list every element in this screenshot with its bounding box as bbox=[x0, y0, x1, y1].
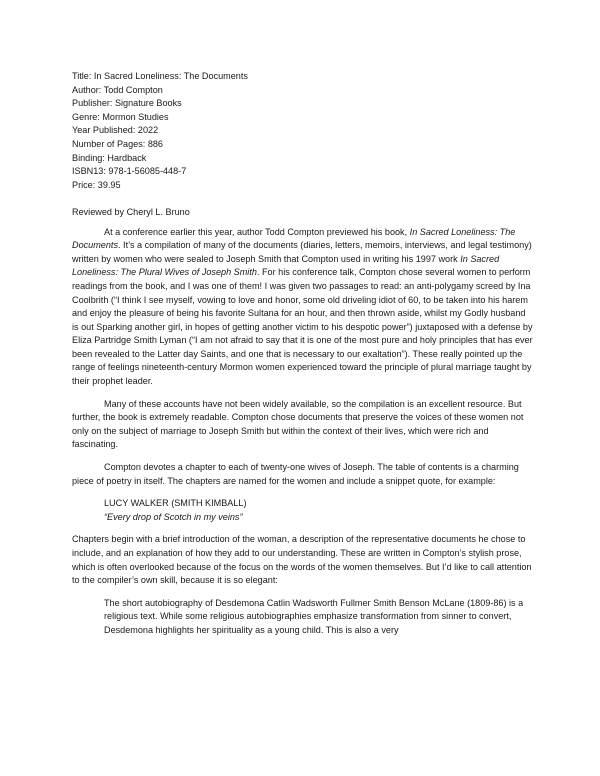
metadata-title: Title: In Sacred Loneliness: The Documents bbox=[72, 71, 248, 81]
metadata-pages: Number of Pages: 886 bbox=[72, 138, 163, 149]
metadata-price: Price: 39.95 bbox=[72, 179, 121, 190]
metadata-genre: Genre: Mormon Studies bbox=[72, 111, 169, 122]
book-metadata bbox=[72, 70, 534, 192]
reviewer-byline: Reviewed by Cheryl L. Bruno bbox=[72, 206, 190, 217]
paragraph-1-part-c: . It’s a compilation of many of the documents (diaries, letters, memoirs, interviews, and legal testimony) written by women who were sealed to Joseph Smith that Compton used in writing his 1997 work bbox=[72, 240, 532, 264]
paragraph-2: Many of these accounts have not been widely available, so the compilation is an excellent resource. But further, the book is extremely readable. Compton chose documents that preserve the voices of these women not only on the subject of marriage to Joseph Smith but within the context of their lives, which were rich and fascinating. bbox=[72, 398, 524, 450]
metadata-publisher: Publisher: Signature Books bbox=[72, 98, 182, 109]
metadata-isbn: ISBN13: 978-1-56085-448-7 bbox=[72, 166, 187, 177]
paragraph-1 bbox=[72, 226, 534, 389]
book-title-documents: In Sacred Loneliness: The Documents bbox=[72, 226, 516, 251]
chapter-quote: “Every drop of Scotch in my veins” bbox=[104, 511, 243, 522]
paragraph-4: Chapters begin with a brief introduction of the woman, a description of the representative documents he chose to include, and an explanation of how they add to our understanding. These are written in Compton’s stylish prose, which is often overlooked because of the focus on the words of the women themselves. But I’d like to call attention to the compiler’s own skill, because it is so elegant: bbox=[72, 534, 532, 586]
metadata-year: Year Published: 2022 bbox=[72, 125, 159, 136]
book-title-plural-wives: In Sacred Loneliness: The Plural Wives of Joseph Smith bbox=[72, 253, 500, 278]
metadata-binding: Binding: Hardback bbox=[72, 152, 147, 163]
block-quote: The short autobiography of Desdemona Catlin Wadsworth Fullmer Smith Benson McLane (1809-86) is a religious text. While some religious autobiographies emphasize transformation from sinner to convert, Desdemona highlights her spirituality as a young child. This is also a very bbox=[104, 597, 524, 635]
document-page bbox=[72, 70, 534, 638]
chapter-name: LUCY WALKER (SMITH KIMBALL) bbox=[104, 498, 247, 509]
paragraph-3: Compton devotes a chapter to each of twenty-one wives of Joseph. The table of contents is a charming piece of poetry in itself. The chapters are named for the women and include a snippet quote, for example: bbox=[72, 462, 519, 486]
paragraph-1-part-e: . For his conference talk, Compton chose several women to perform readings from the book, and I was one of them! I was given two passages to read: an anti-polygamy screed by Ina Coolbrith (“I think I see myself, vowing to love and honor, some old driveling idiot of 60, to be taken into his harem and enjoy the pleasure of being his favorite Sultana for an hour, and then thrown aside, whilst my Godly husband is out Sparking another girl, in hopes of getting another victim to his despotic power”) juxtaposed with a defense by Eliza Partridge Smith Lyman (“I am not afraid to say that it is one of the most pure and holy principles that has ever been revealed to the Latter day Saints, and one that is necessary to our exaltation”). These really pointed up the range of feelings nineteenth-century Mormon women experienced toward the principle of plural marriage taught by their prophet leader. bbox=[72, 267, 533, 387]
chapter-example bbox=[104, 497, 534, 524]
metadata-author: Author: Todd Compton bbox=[72, 84, 163, 95]
paragraph-1-part-a: At a conference earlier this year, author Todd Compton previewed his book, bbox=[104, 226, 410, 237]
